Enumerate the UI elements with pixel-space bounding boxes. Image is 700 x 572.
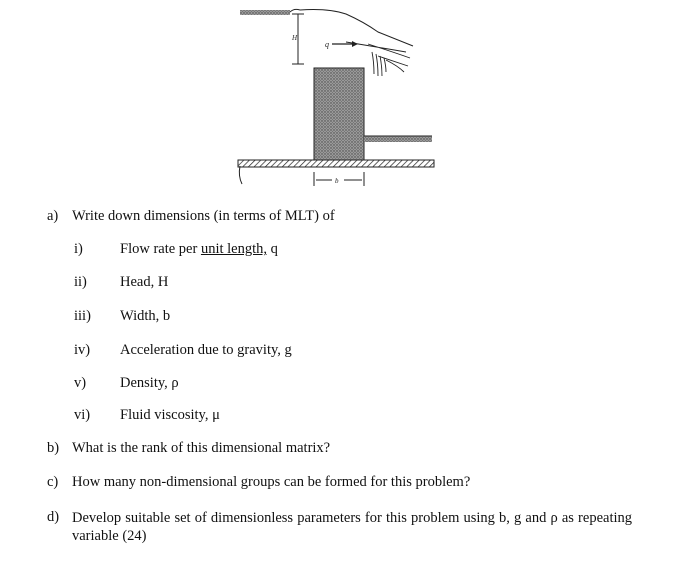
item-number: vi) bbox=[74, 407, 91, 423]
underlined-text: unit length, bbox=[200, 241, 267, 257]
item-text: Acceleration due to gravity, g bbox=[120, 342, 292, 358]
width-dimension bbox=[314, 172, 364, 186]
question-b-label: b) bbox=[47, 440, 60, 456]
question-a-text: Write down dimensions (in terms of MLT) of bbox=[72, 208, 335, 224]
item-text: Head, H bbox=[120, 274, 169, 290]
question-b-text: What is the rank of this dimensional matrix? bbox=[72, 440, 331, 456]
upstream-water-surface bbox=[240, 9, 300, 15]
bed-end-mark bbox=[239, 166, 242, 184]
channel-bed bbox=[238, 160, 434, 167]
item-number: iv) bbox=[74, 342, 91, 358]
item-text: Width, b bbox=[120, 308, 171, 324]
downstream-water bbox=[364, 136, 432, 142]
question-c-text: How many non-dimensional groups can be formed for this problem? bbox=[72, 474, 471, 490]
falling-jet bbox=[372, 52, 386, 76]
question-a-label: a) bbox=[47, 208, 59, 224]
question-d-text: Develop suitable set of dimensionless parameters for this problem using b, g and ρ as repeating variable (24) bbox=[72, 510, 632, 544]
flow-label: q bbox=[325, 40, 329, 49]
question-c-label: c) bbox=[47, 474, 59, 490]
weir-block bbox=[314, 68, 364, 160]
question-d-label: d) bbox=[47, 509, 60, 525]
item-number: i) bbox=[74, 241, 83, 257]
item-number: ii) bbox=[74, 274, 87, 290]
flow-arrow bbox=[332, 41, 358, 47]
width-label: b bbox=[335, 177, 339, 185]
item-text: Flow rate per unit length, q bbox=[120, 241, 278, 257]
weir-diagram bbox=[228, 0, 440, 192]
head-label: H bbox=[292, 34, 298, 42]
item-text: Fluid viscosity, μ bbox=[120, 407, 220, 423]
item-text: Density, ρ bbox=[120, 375, 179, 391]
item-number: v) bbox=[74, 375, 87, 391]
water-profile-upper bbox=[300, 10, 413, 47]
item-number: iii) bbox=[74, 308, 91, 324]
